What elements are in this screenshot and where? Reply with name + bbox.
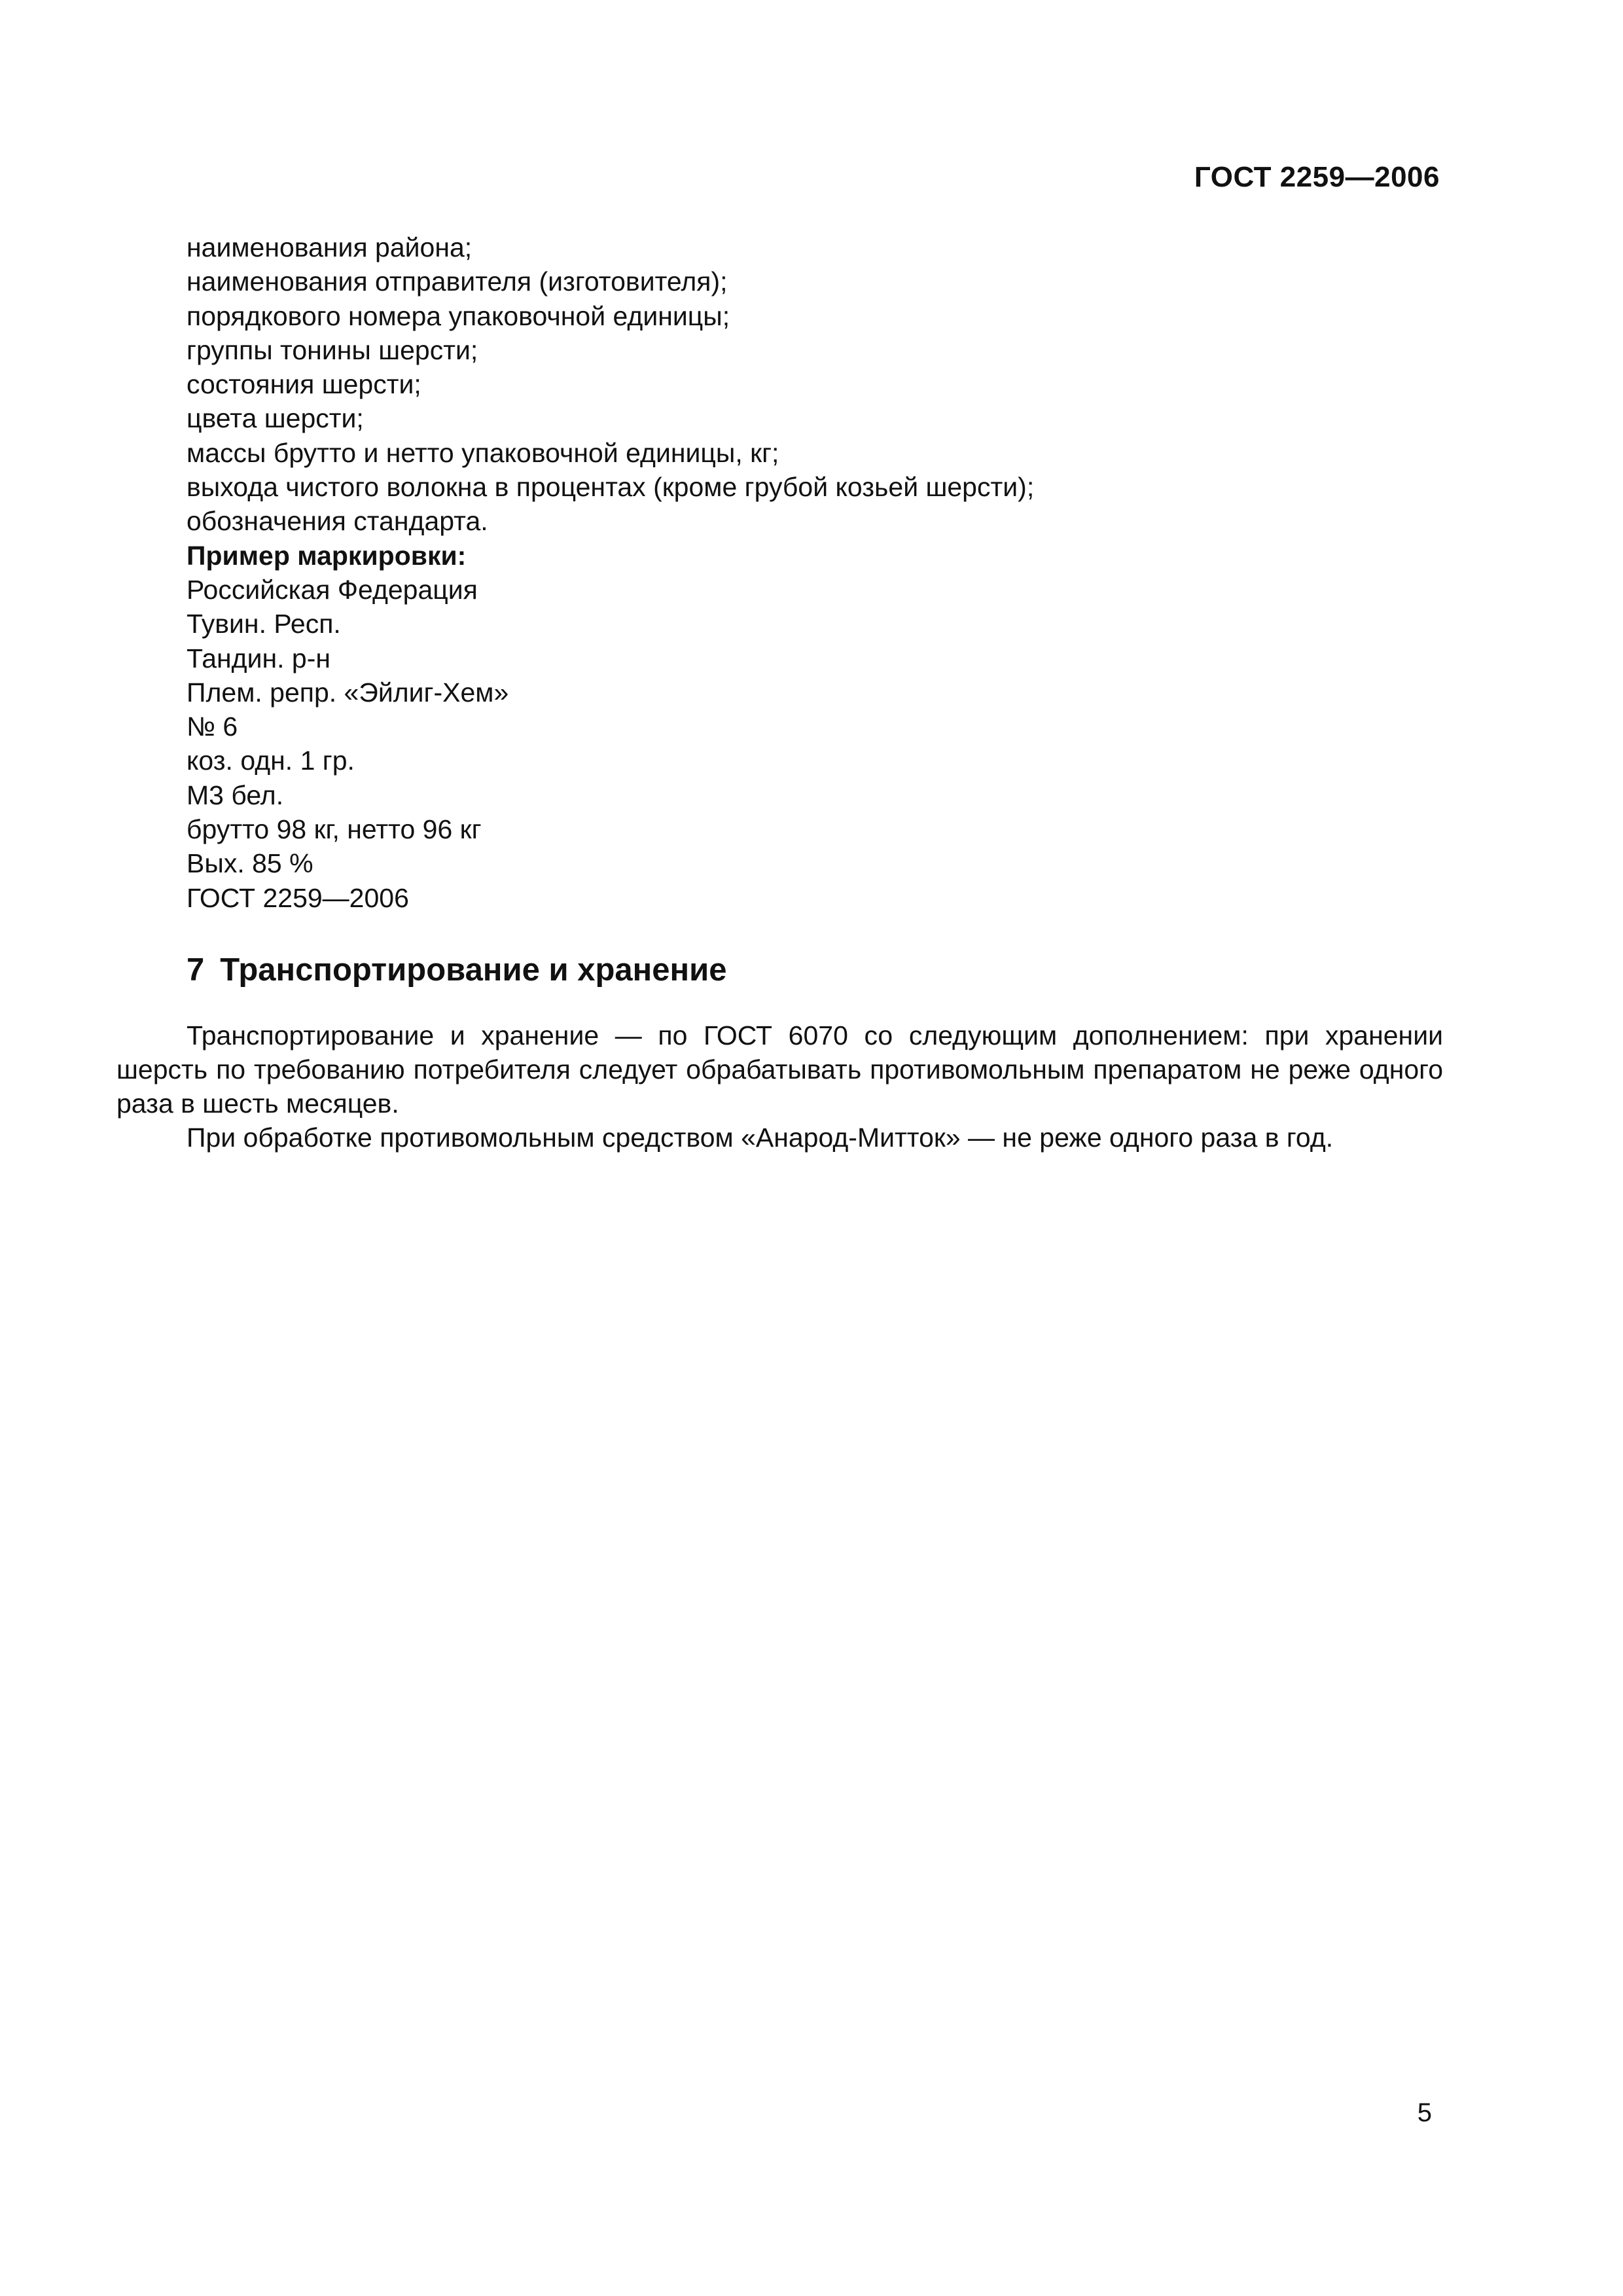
section-title-text: Транспортирование и хранение — [220, 952, 727, 988]
marking-example-line: ГОСТ 2259—2006 — [187, 882, 409, 913]
marking-example-line: Тандин. р-н — [187, 643, 330, 673]
marking-example-line: коз. одн. 1 гр. — [187, 745, 355, 776]
marking-example-line: Российская Федерация — [187, 574, 478, 605]
list-item: обозначения стандарта. — [187, 506, 488, 537]
marking-example-line: Плем. репр. «Эйлиг-Хем» — [187, 677, 509, 708]
page-number: 5 — [1417, 2098, 1432, 2127]
list-item: порядкового номера упаковочной единицы; — [187, 300, 730, 331]
section-body — [116, 1018, 1443, 1155]
marking-example-line: Вых. 85 % — [187, 848, 313, 879]
list-item: цвета шерсти; — [187, 403, 364, 434]
paragraph: Транспортирование и хранение — по ГОСТ 6070 со следующим дополнением: при хранении шерсть по требованию потребителя следует обрабатывать противомольным препаратом не реже одного раза в шесть месяцев. — [116, 1020, 1443, 1119]
list-item: выхода чистого волокна в процентах (кроме грубой козьей шерсти); — [187, 472, 1035, 503]
marking-example-line: № 6 — [187, 711, 238, 742]
marking-requirements-list — [187, 230, 1430, 915]
marking-example-line: Тувин. Респ. — [187, 609, 341, 639]
list-item: массы брутто и нетто упаковочной единицы, кг; — [187, 437, 779, 468]
paragraph: При обработке противомольным средством «Анарод-Митток» — не реже одного раза в год. — [187, 1122, 1334, 1153]
list-item: наименования района; — [187, 232, 473, 262]
section-number: 7 — [187, 952, 205, 988]
section-heading — [187, 952, 726, 988]
list-item: группы тонины шерсти; — [187, 334, 478, 365]
list-item: состояния шерсти; — [187, 369, 421, 400]
marking-example-line: М3 бел. — [187, 780, 284, 810]
document-code-header: ГОСТ 2259—2006 — [1194, 161, 1440, 193]
marking-example-line: брутто 98 кг, нетто 96 кг — [187, 814, 482, 845]
list-item: наименования отправителя (изготовителя); — [187, 266, 728, 297]
marking-example-heading: Пример маркировки: — [187, 540, 467, 571]
